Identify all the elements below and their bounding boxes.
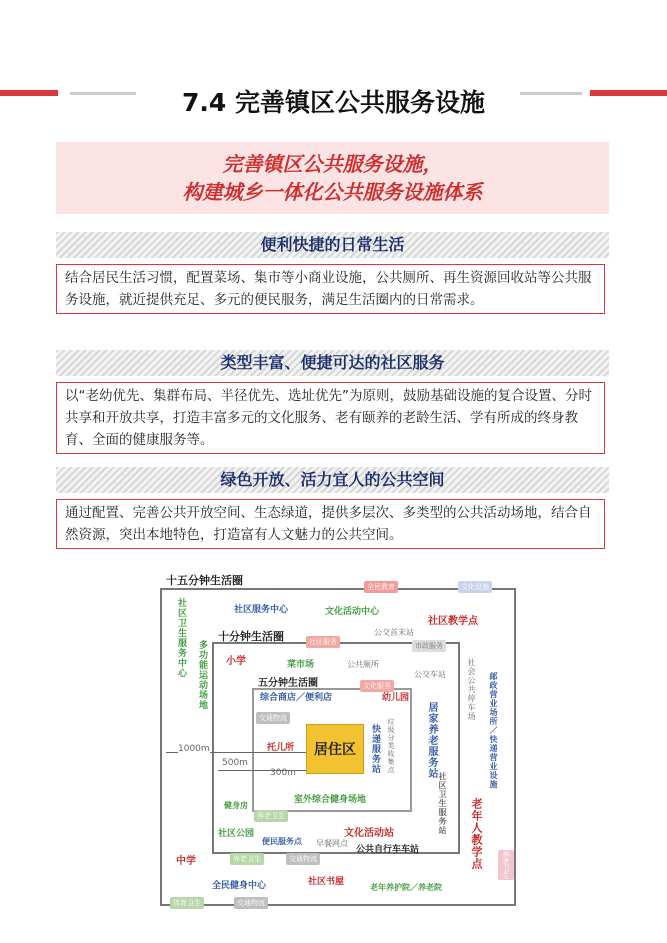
distance-300m: 300m <box>270 768 296 778</box>
residential-area-box: 居住区 <box>306 724 364 774</box>
label-5min-circle: 五分钟生活圈 <box>258 678 318 689</box>
label-sqwszx: 社区卫生服务中心 <box>176 598 186 678</box>
label-sqjxd: 社区教学点 <box>428 616 478 627</box>
label-whhdz: 文化活动站 <box>344 828 394 839</box>
tag-8: 养老卫生 <box>230 853 264 865</box>
page-title: 7.4 完善镇区公共服务设施 <box>182 88 485 117</box>
tag-13: 养老卫生 <box>498 850 514 880</box>
label-sqgy: 社区公园 <box>218 829 255 839</box>
tag-2: 文化设施 <box>458 581 492 593</box>
label-whhdzx: 文化活动中心 <box>325 607 380 617</box>
label-xx: 小学 <box>226 656 246 667</box>
label-gjsmz: 公交首末站 <box>374 628 414 637</box>
section-text-3: 通过配置、完善公共开放空间、生态绿道，提供多层次、多类型的公共活动场地，结合自然资源，突出本地特色，打造富有人文魅力的公共空间。 <box>56 499 605 549</box>
section-text-2: 以“老幼优先、集群布局、半径优先、选址优先”为原则，鼓励基础设施的复合设置、分时共享和开放共享，打造丰富多元的文化服务、老有颐养的老龄生活、学有所成的终身教育、全面的健康服务等。 <box>56 382 605 454</box>
label-ggcs: 公共厕所 <box>347 660 379 669</box>
tag-3: 社区服务 <box>306 636 340 648</box>
label-gjcz: 公交车站 <box>414 670 446 679</box>
tag-4: 文化服务 <box>360 680 394 692</box>
label-15min-circle: 十五分钟生活圈 <box>166 574 243 587</box>
section-text-1: 结合居民生活习惯，配置菜场、集市等小商业设施，公共厕所、再生资源回收站等公共服务设施，就近提供充足、多元的便民服务，满足生活圈内的日常需求。 <box>56 264 605 314</box>
label-zhsd: 综合商店／便利店 <box>260 693 333 703</box>
banner-line-2: 构建城乡一体化公共服务设施体系 <box>182 180 483 204</box>
label-ggzxcz: 公共自行车车站 <box>356 845 420 855</box>
label-ljfl: 垃圾分类收集点 <box>387 718 395 774</box>
label-dgnyd: 多功能运动场地 <box>197 640 207 710</box>
label-ybe: 幼儿园 <box>382 693 410 703</box>
label-csc: 菜市场 <box>287 660 315 670</box>
tag-1: 全民教育 <box>364 581 398 593</box>
label-jjylfwz: 居家养老服务站 <box>426 702 437 779</box>
label-swzh: 室外综合健身场地 <box>294 795 367 805</box>
label-10min-circle: 十分钟生活圈 <box>218 630 284 643</box>
label-lnyly: 老年养护院／养老院 <box>370 883 442 892</box>
label-bmfwd: 便民服务点 <box>262 837 302 846</box>
label-kdfwz: 快递服务站 <box>370 724 380 774</box>
label-sqss: 社区书屋 <box>308 877 345 887</box>
label-yzyy: 邮政营业场所／快递营业设施 <box>489 672 498 789</box>
tag-7: 养老卫生 <box>254 810 288 822</box>
label-lnrjxd: 老年人教学点 <box>470 798 483 870</box>
label-shgg: 社会公共停车场 <box>467 658 476 721</box>
label-qmjszx: 全民健身中心 <box>212 881 267 891</box>
subtitle-banner <box>56 142 609 214</box>
label-xsd: 早餐网点 <box>316 839 348 848</box>
section-heading-1: 便利快捷的日常生活 <box>56 232 609 258</box>
label-zx: 中学 <box>176 856 196 867</box>
label-tes: 托儿所 <box>267 743 295 753</box>
banner-line-1: 完善镇区公共服务设施， <box>222 152 443 176</box>
label-sqfwzx: 社区服务中心 <box>234 605 289 615</box>
label-jsf: 健身房 <box>224 801 248 810</box>
section-heading-2: 类型丰富、便捷可达的社区服务 <box>56 350 609 376</box>
tag-12: 市政服务 <box>412 640 446 652</box>
tag-9: 交通物流 <box>286 853 320 865</box>
tag-6: 交通物流 <box>256 712 290 724</box>
label-sqwsfwz: 社区卫生服务站 <box>438 772 447 835</box>
section-heading-3: 绿色开放、活力宜人的公共空间 <box>56 467 609 493</box>
tag-11: 交通物流 <box>234 897 268 909</box>
tag-10: 体育卫生 <box>170 897 204 909</box>
distance-1000m: 1000m <box>178 744 210 754</box>
distance-500m: 500m <box>222 758 248 768</box>
